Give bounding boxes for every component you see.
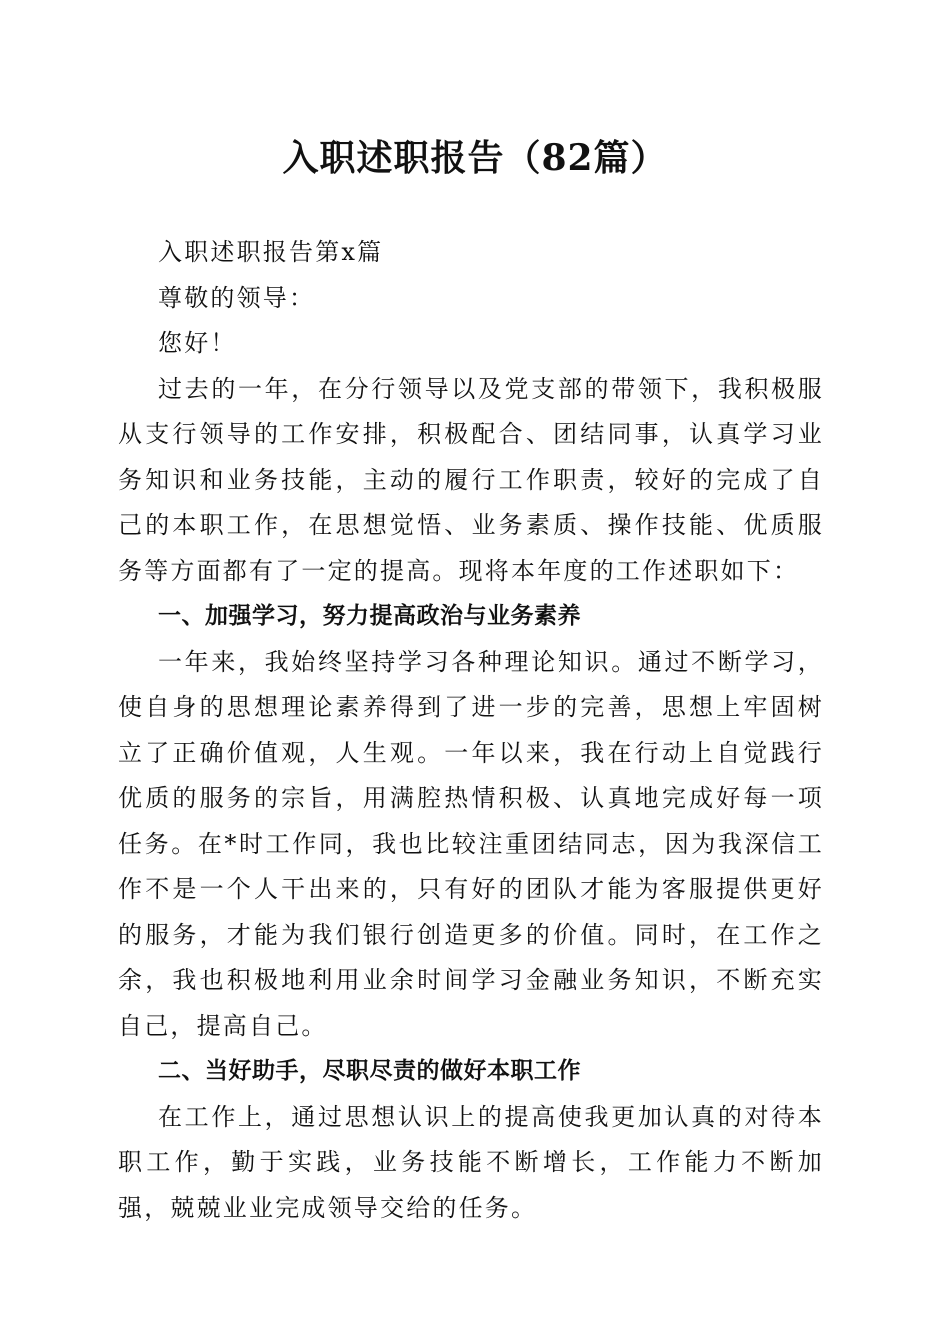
section-heading-2: 二、当好助手，尽职尽责的做好本职工作 <box>158 1058 581 1084</box>
greeting: 您好！ <box>158 329 237 357</box>
document-subtitle: 入职述职报告第x篇 <box>158 238 384 266</box>
section-body-2: 在工作上，通过思想认识上的提高使我更加认真的对待本职工作，勤于实践，业务技能不断增长，工作能力不断加强，兢兢业业完成领导交给的任务。 <box>118 1102 824 1222</box>
section-heading-1: 一、加强学习，努力提高政治与业务素养 <box>158 603 581 629</box>
document-title: 入职述职报告（82篇） <box>282 137 668 179</box>
salutation: 尊敬的领导： <box>158 283 316 312</box>
document-body <box>118 230 824 1231</box>
section-body-1: 一年来，我始终坚持学习各种理论知识。通过不断学习，使自身的思想理论素养得到了进一步的完善，思想上牢固树立了正确价值观，人生观。一年以来，我在行动上自觉践行优质的服务的宗旨，用满腔热情积极、认真地完成好每一项任务。在*时工作同，我也比较注重团结同志，因为我深信工作不是一个人干出来的，只有好的团队才能为客服提供更好的服务，才能为我们银行创造更多的价值。同时，在工作之余，我也积极地利用业余时间学习金融业务知识，不断充实自己，提高自己。 <box>118 647 824 1040</box>
intro-paragraph: 过去的一年，在分行领导以及党支部的带领下，我积极服从支行领导的工作安排，积极配合、团结同事，认真学习业务知识和业务技能，主动的履行工作职责，较好的完成了自己的本职工作，在思想觉悟、业务素质、操作技能、优质服务等方面都有了一定的提高。现将本年度的工作述职如下： <box>118 374 824 585</box>
